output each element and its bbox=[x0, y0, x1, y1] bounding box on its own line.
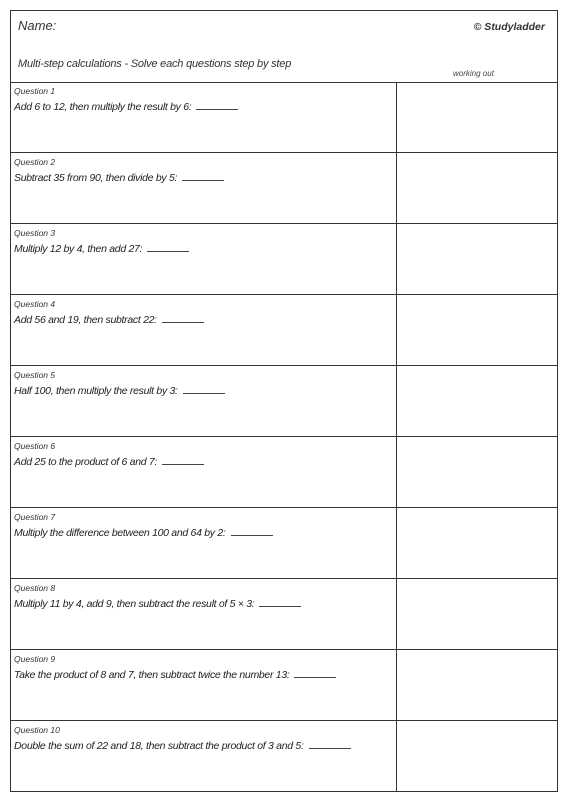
working-out-cell[interactable] bbox=[397, 82, 557, 152]
question-number: Question 3 bbox=[14, 228, 56, 238]
answer-blank[interactable] bbox=[182, 172, 224, 181]
question-number: Question 9 bbox=[14, 654, 56, 664]
answer-blank[interactable] bbox=[162, 456, 204, 465]
name-label: Name: bbox=[18, 18, 57, 33]
question-text: Multiply 11 by 4, add 9, then subtract the result of 5 × 3: bbox=[14, 598, 255, 610]
question-row bbox=[11, 153, 557, 224]
answer-blank[interactable] bbox=[294, 669, 336, 678]
question-text: Double the sum of 22 and 18, then subtract the product of 3 and 5: bbox=[14, 740, 304, 752]
question-row bbox=[11, 721, 557, 792]
question-text: Subtract 35 from 90, then divide by 5: bbox=[14, 172, 178, 184]
answer-blank[interactable] bbox=[309, 740, 351, 749]
question-row bbox=[11, 366, 557, 437]
working-out-cell[interactable] bbox=[397, 366, 557, 436]
question-text: Add 6 to 12, then multiply the result by 6: bbox=[14, 101, 192, 113]
question-list bbox=[11, 82, 557, 792]
question-number: Question 8 bbox=[14, 583, 56, 593]
question-number: Question 7 bbox=[14, 512, 56, 522]
question-row bbox=[11, 508, 557, 579]
answer-blank[interactable] bbox=[196, 101, 238, 110]
question-number: Question 6 bbox=[14, 441, 56, 451]
working-out-cell[interactable] bbox=[397, 579, 557, 649]
working-out-cell[interactable] bbox=[397, 721, 557, 792]
question-number: Question 2 bbox=[14, 157, 56, 167]
question-text: Add 25 to the product of 6 and 7: bbox=[14, 456, 158, 468]
answer-blank[interactable] bbox=[259, 598, 301, 607]
brand-logo-text: © Studyladder bbox=[473, 21, 545, 33]
working-out-cell[interactable] bbox=[397, 295, 557, 365]
working-out-label: working out bbox=[453, 69, 494, 78]
worksheet bbox=[10, 10, 558, 792]
answer-blank[interactable] bbox=[183, 385, 225, 394]
answer-blank[interactable] bbox=[162, 314, 204, 323]
worksheet-header bbox=[11, 11, 557, 83]
answer-blank[interactable] bbox=[147, 243, 189, 252]
working-out-cell[interactable] bbox=[397, 508, 557, 578]
question-number: Question 10 bbox=[14, 725, 60, 735]
question-row bbox=[11, 579, 557, 650]
question-number: Question 5 bbox=[14, 370, 56, 380]
question-text: Multiply 12 by 4, then add 27: bbox=[14, 243, 143, 255]
question-row bbox=[11, 437, 557, 508]
working-out-cell[interactable] bbox=[397, 437, 557, 507]
question-row bbox=[11, 650, 557, 721]
instructions: Multi-step calculations - Solve each questions step by step bbox=[18, 58, 292, 70]
question-text: Multiply the difference between 100 and 64 by 2: bbox=[14, 527, 226, 539]
question-row bbox=[11, 82, 557, 153]
question-number: Question 1 bbox=[14, 86, 56, 96]
working-out-cell[interactable] bbox=[397, 224, 557, 294]
answer-blank[interactable] bbox=[231, 527, 273, 536]
working-out-cell[interactable] bbox=[397, 650, 557, 720]
working-out-cell[interactable] bbox=[397, 153, 557, 223]
question-row bbox=[11, 224, 557, 295]
question-text: Add 56 and 19, then subtract 22: bbox=[14, 314, 157, 326]
question-text: Half 100, then multiply the result by 3: bbox=[14, 385, 178, 397]
question-row bbox=[11, 295, 557, 366]
question-text: Take the product of 8 and 7, then subtract twice the number 13: bbox=[14, 669, 290, 681]
question-number: Question 4 bbox=[14, 299, 56, 309]
